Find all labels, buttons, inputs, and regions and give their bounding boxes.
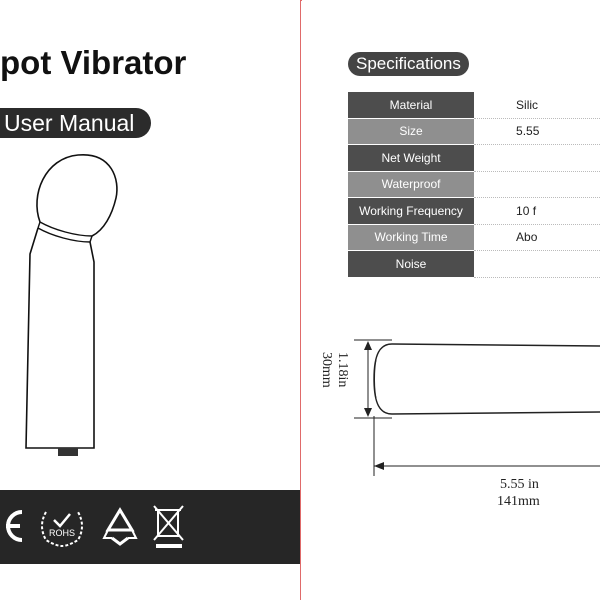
- spec-row: [348, 251, 600, 278]
- spec-label: Working Time: [348, 224, 474, 251]
- rohs-label: ROHS: [48, 528, 76, 538]
- user-manual-label: User Manual: [0, 108, 151, 138]
- spec-value: 10 f: [474, 198, 600, 225]
- spec-label: Size: [348, 118, 474, 145]
- spec-row: [348, 92, 600, 118]
- right-page: [302, 0, 600, 600]
- spec-row: [348, 171, 600, 198]
- length-inch: 5.55 in: [500, 477, 539, 492]
- certification-bar: [0, 490, 300, 564]
- spec-value: Abo: [474, 224, 600, 251]
- width-mm: 30mm: [319, 352, 334, 388]
- specifications-table: [348, 92, 600, 278]
- width-dimension-label: [314, 352, 364, 402]
- spec-label: Waterproof: [348, 171, 474, 198]
- spec-value: [474, 145, 600, 172]
- product-title: pot Vibrator: [0, 44, 187, 81]
- width-inch: 1.18in: [335, 352, 350, 388]
- spec-label: Noise: [348, 251, 474, 278]
- page-fold-line: [300, 0, 301, 600]
- spec-row: [348, 118, 600, 145]
- spec-label: Net Weight: [348, 145, 474, 172]
- product-illustration: [20, 150, 130, 462]
- spec-label: Material: [348, 92, 474, 118]
- spec-value: Silic: [474, 92, 600, 118]
- spec-value: 5.55: [474, 118, 600, 145]
- spec-value: [474, 251, 600, 278]
- spec-row: [348, 145, 600, 172]
- recycle-icon: [98, 504, 142, 548]
- spec-row: [348, 224, 600, 251]
- rohs-icon: [36, 504, 88, 548]
- spec-label: Working Frequency: [348, 198, 474, 225]
- length-mm: 141mm: [497, 494, 540, 509]
- weee-bin-icon: [152, 504, 186, 550]
- ce-mark-icon: [0, 504, 30, 548]
- specifications-heading: Specifications: [348, 52, 469, 76]
- spec-value: [474, 171, 600, 198]
- dimension-drawing: [302, 320, 600, 500]
- spec-row: [348, 198, 600, 225]
